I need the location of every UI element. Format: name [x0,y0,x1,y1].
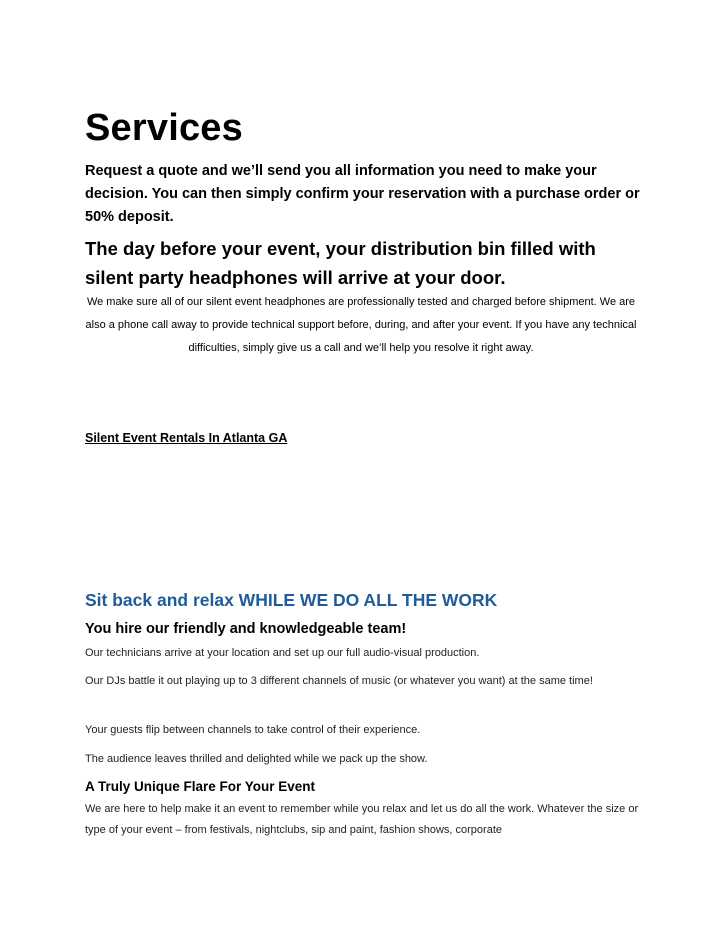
technicians-paragraph: Our technicians arrive at your location and set up our full audio-visual production. [85,647,480,659]
audience-paragraph: The audience leaves thrilled and delighted while we pack up the show. [85,753,428,765]
support-paragraph: We make sure all of our silent event headphones are professionally tested and charged before shipment. We are also a phone call away to provide technical support before, during, and after your event. If you have any technical difficulties, simply give us a call and we’ll help you resolve it right away. [85,296,637,354]
work-section-heading: Sit back and relax WHILE WE DO ALL THE WORK [85,590,498,610]
team-subheading: You hire our friendly and knowledgeable team! [85,621,407,637]
page-title: Services [85,107,243,149]
flare-heading: A Truly Unique Flare For Your Event [85,779,316,794]
delivery-subheading: The day before your event, your distribution bin filled with silent party headphones will arrive at your door. [85,238,596,288]
intro-paragraph: Request a quote and we’ll send you all information you need to make your decision. You can then simply confirm your reservation with a purchase order or 50% deposit. [85,163,640,225]
atlanta-rentals-link[interactable]: Silent Event Rentals In Atlanta GA [85,431,288,445]
flare-paragraph: We are here to help make it an event to remember while you relax and let us do all the work. Whatever the size or type of your event – from festivals, nightclubs, sip and paint, fashion shows, corporate [85,803,639,836]
guests-paragraph: Your guests flip between channels to take control of their experience. [85,724,421,736]
djs-paragraph: Our DJs battle it out playing up to 3 different channels of music (or whatever you want) at the same time! [85,675,593,687]
